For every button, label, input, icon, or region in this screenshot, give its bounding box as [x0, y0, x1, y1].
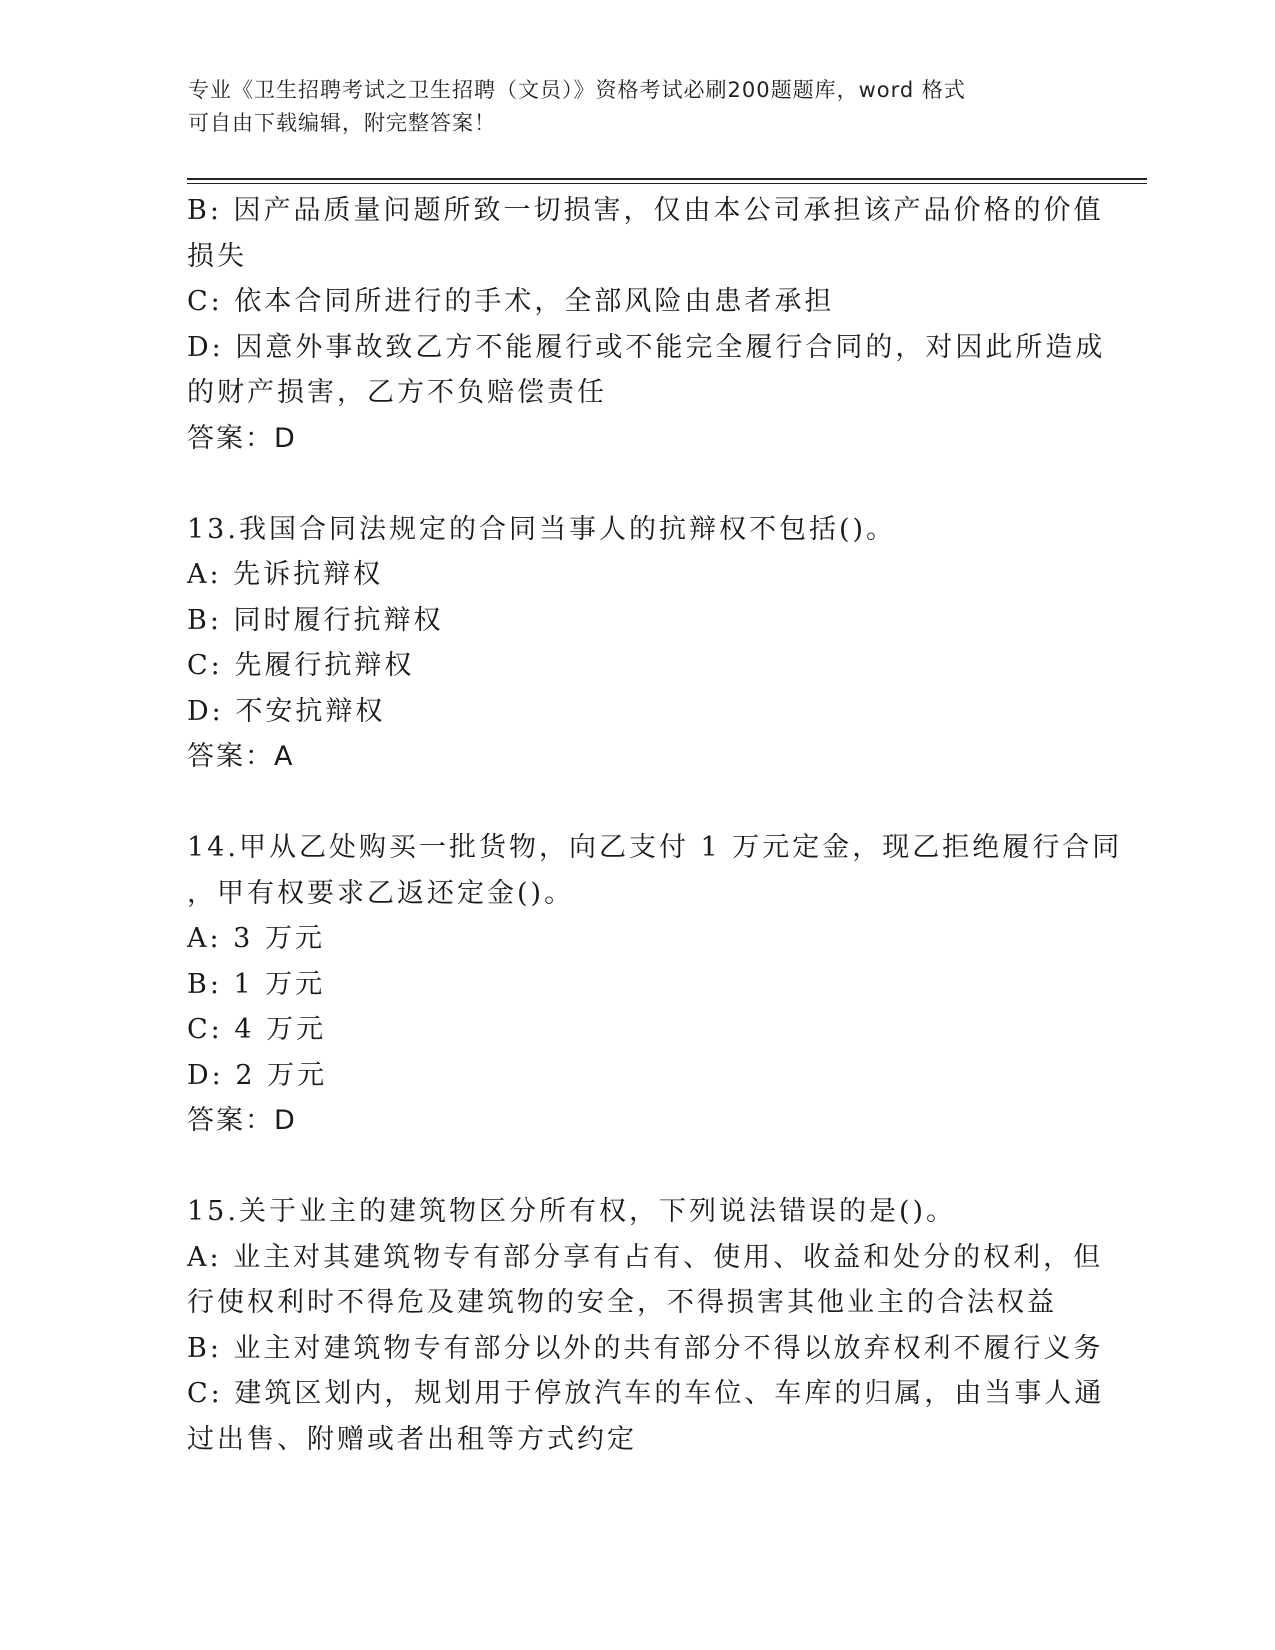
option-a: A: 先诉抗辩权 — [187, 559, 384, 590]
option-line: C: 依本合同所进行的手术，全部风险由患者承担 — [187, 286, 835, 317]
option-a: 行使权利时不得危及建筑物的安全，不得损害其他业主的合法权益 — [187, 1287, 1057, 1318]
document-header — [188, 74, 1068, 140]
option-b: B: 业主对建筑物专有部分以外的共有部分不得以放弃权利不履行义务 — [187, 1332, 1104, 1364]
answer-label: 答案：A — [187, 741, 295, 772]
answer-label: 答案：D — [187, 422, 297, 454]
option-d: D: 不安抗辩权 — [187, 695, 386, 727]
question-stem: 13.我国合同法规定的合同当事人的抗辩权不包括()。 — [187, 513, 897, 545]
header-divider-thick — [187, 178, 1147, 180]
question-14 — [187, 825, 1123, 1144]
option-a: A: 业主对其建筑物专有部分享有占有、使用、收益和处分的权利，但 — [187, 1241, 1104, 1273]
option-a: A: 3 万元 — [187, 923, 325, 954]
question-stem: 14.甲从乙处购买一批货物，向乙支付 1 万元定金，现乙拒绝履行合同 — [187, 832, 1123, 863]
spacer — [187, 780, 1067, 826]
question-content — [187, 188, 1123, 1462]
spacer — [187, 1144, 1067, 1190]
option-c: 过出售、附赠或者出租等方式约定 — [187, 1423, 637, 1455]
option-b: B: 1 万元 — [187, 968, 326, 1000]
continued-question — [187, 188, 1106, 461]
option-c: C: 建筑区划内，规划用于停放汽车的车位、车库的归属，由当事人通 — [187, 1378, 1105, 1409]
header-line-2: 可自由下载编辑，附完整答案！ — [188, 111, 496, 135]
option-c: C: 4 万元 — [187, 1014, 327, 1045]
option-line: 的财产损害，乙方不负赔偿责任 — [187, 377, 607, 408]
question-15 — [187, 1189, 1105, 1462]
option-line: 损失 — [187, 240, 247, 272]
spacer — [187, 461, 1067, 507]
option-d: D: 2 万元 — [187, 1059, 328, 1091]
option-line: B: 因产品质量问题所致一切损害，仅由本公司承担该产品价格的价值 — [187, 195, 1104, 226]
header-divider-thin — [187, 183, 1147, 184]
option-line: D: 因意外事故致乙方不能履行或不能完全履行合同的，对因此所造成 — [187, 331, 1106, 363]
option-b: B: 同时履行抗辩权 — [187, 604, 444, 636]
question-stem: 15.关于业主的建筑物区分所有权，下列说法错误的是()。 — [187, 1196, 957, 1227]
question-13 — [187, 507, 1067, 780]
question-stem: ，甲有权要求乙返还定金()。 — [187, 877, 575, 909]
answer-label: 答案：D — [187, 1105, 297, 1136]
option-c: C: 先履行抗辩权 — [187, 650, 415, 681]
header-line-1: 专业《卫生招聘考试之卫生招聘（文员）》资格考试必刷200题题库，word 格式 — [188, 78, 966, 102]
